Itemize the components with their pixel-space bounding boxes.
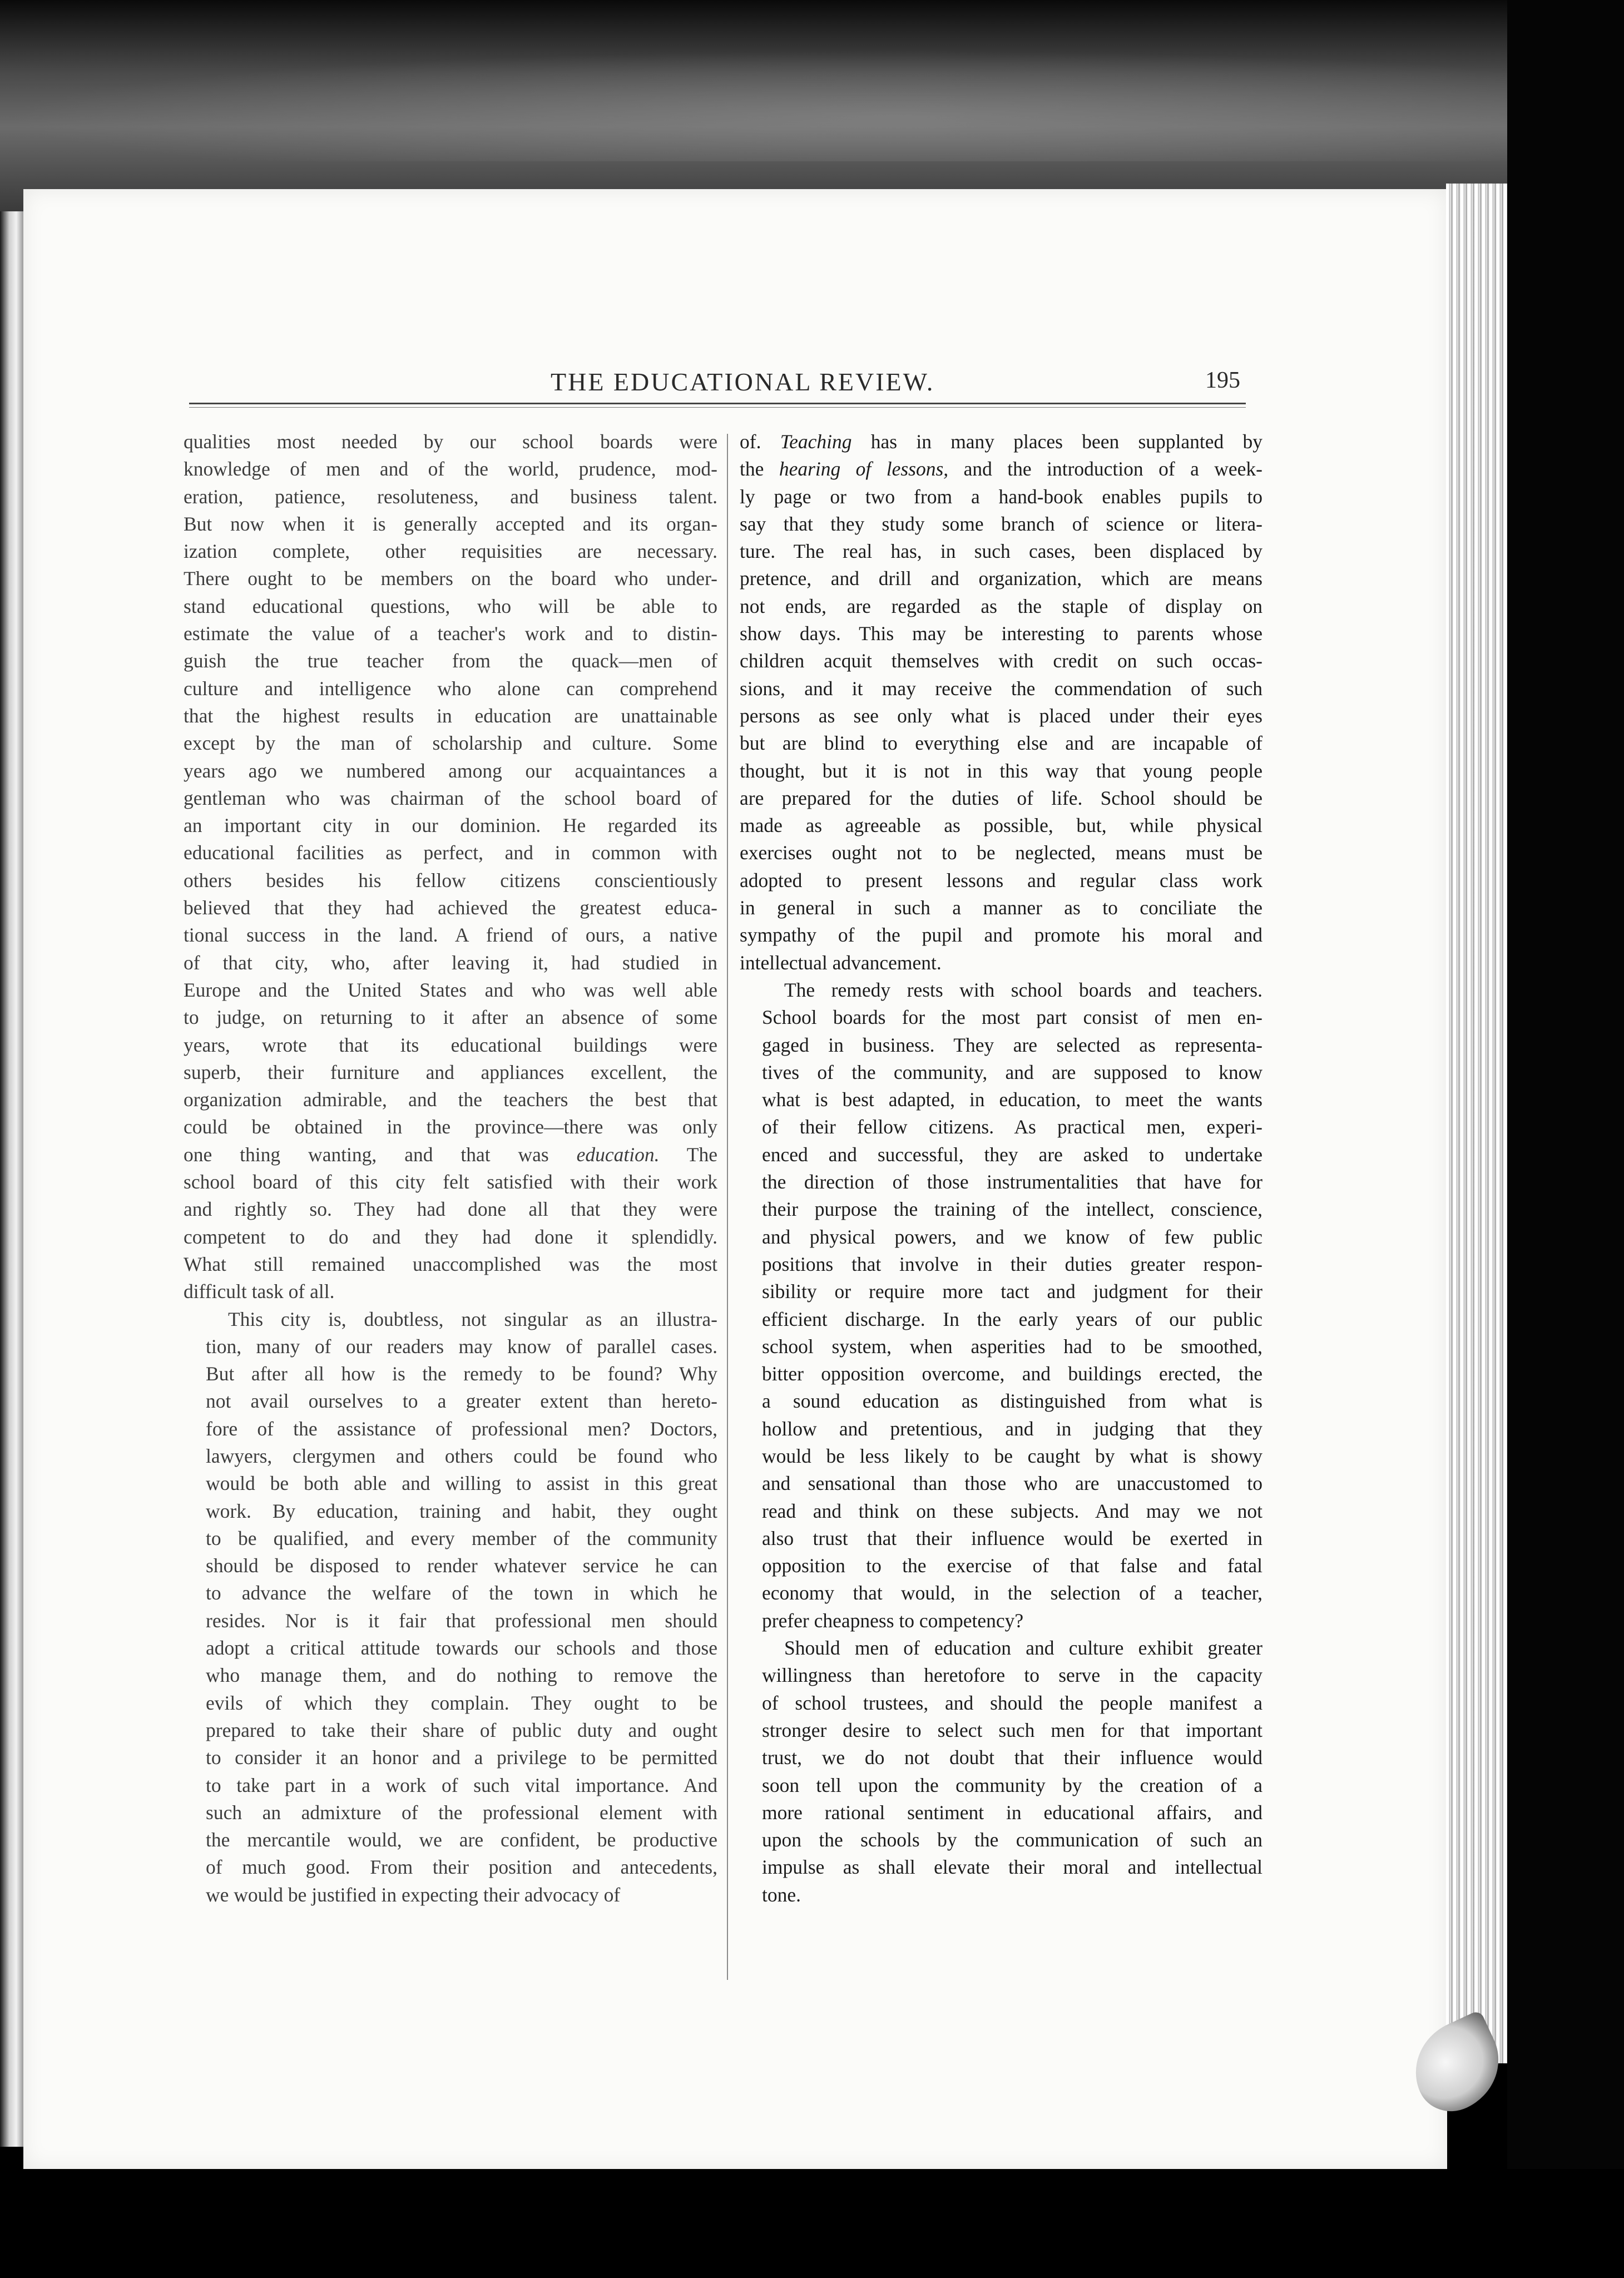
text-run: has in many places been supplanted by: [851, 430, 1262, 453]
text-run: The: [659, 1143, 717, 1166]
text-line: [184, 839, 717, 866]
italic-text: hearing of lessons,: [779, 458, 949, 481]
text-line: [184, 1772, 717, 1799]
text-run: are prepared for the duties of life. School should be: [740, 786, 1262, 809]
text-run: what is best adapted, in education, to meet the wants: [762, 1088, 1262, 1111]
text-run: Should men of education and culture exhibit greater: [784, 1637, 1262, 1660]
text-run: efficient discharge. In the early years of our public: [762, 1308, 1262, 1330]
text-run: ly page or two from a hand-book enables pupils to: [740, 485, 1262, 508]
text-run: not avail ourselves to a greater extent than hereto-: [206, 1390, 717, 1413]
text-line: [184, 1525, 717, 1552]
text-run: guish the true teacher from the quack—men of: [184, 650, 717, 672]
text-line: [184, 1607, 717, 1635]
text-line: [740, 1744, 1262, 1771]
text-run: adopted to present lessons and regular class work: [740, 869, 1262, 892]
text-line: [184, 1360, 717, 1388]
text-run: resides. Nor is it fair that professional men should: [206, 1609, 717, 1632]
text-line: [740, 702, 1262, 730]
text-line: [184, 1388, 717, 1415]
page-number: 195: [1205, 368, 1240, 393]
paragraph: [740, 1635, 1262, 1909]
text-run: ization complete, other requisities are necessary.: [184, 540, 717, 563]
text-line: [740, 1826, 1262, 1854]
text-line: [184, 1306, 717, 1333]
text-run: lawyers, clergymen and others could be found who: [206, 1444, 717, 1467]
text-run: sympathy of the pupil and promote his moral and: [740, 924, 1262, 947]
text-line: [184, 812, 717, 839]
text-run: economy that would, in the selection of a teacher,: [762, 1582, 1262, 1604]
text-line: [740, 538, 1262, 565]
text-run: trust, we do not doubt that their influence would: [762, 1746, 1262, 1769]
text-line: [740, 1579, 1262, 1607]
text-line: [740, 1168, 1262, 1196]
text-line: [740, 867, 1262, 894]
column-divider: [727, 434, 728, 1980]
text-run: soon tell upon the community by the creation of a: [762, 1774, 1262, 1796]
text-run: of school trustees, and should the people manifest a: [762, 1691, 1262, 1714]
text-run: also trust that their influence would be exerted in: [762, 1527, 1262, 1549]
text-run: would be less likely to be caught by what is showy: [762, 1444, 1262, 1467]
text-line: [184, 1552, 717, 1579]
text-run: competent to do and they had done it splendidly.: [184, 1225, 717, 1248]
text-line: [740, 1278, 1262, 1305]
text-line: [740, 839, 1262, 866]
text-line: [740, 1360, 1262, 1388]
text-line: [740, 1525, 1262, 1552]
text-run: who manage them, and do nothing to remove the: [206, 1664, 717, 1687]
text-line: [184, 1662, 717, 1689]
text-line: [184, 1635, 717, 1662]
paragraph: [740, 428, 1262, 977]
text-run: fore of the assistance of professional men? Doctors,: [206, 1417, 717, 1440]
text-run: one thing wanting, and that was: [184, 1143, 577, 1166]
text-run: enced and successful, they are asked to undertake: [762, 1143, 1262, 1166]
head-rule-thin: [189, 407, 1246, 408]
text-run: school board of this city felt satisfied with their work: [184, 1171, 717, 1194]
text-run: School boards for the most part consist of men en-: [762, 1006, 1262, 1029]
text-line: [740, 620, 1262, 647]
text-run: organization admirable, and the teachers the best that: [184, 1088, 717, 1111]
text-line: [740, 483, 1262, 511]
text-line: [184, 1032, 717, 1059]
text-run: tion, many of our readers may know of parallel cases.: [206, 1335, 717, 1358]
text-line: [184, 730, 717, 757]
text-run: exercises ought not to be neglected, means must be: [740, 841, 1262, 864]
text-run: knowledge of men and of the world, prudence, mod-: [184, 458, 717, 481]
text-line: [184, 867, 717, 894]
text-run: should be disposed to render whatever service he can: [206, 1554, 717, 1577]
text-run: culture and intelligence who alone can comprehend: [184, 677, 717, 700]
text-line: [740, 1004, 1262, 1031]
text-line: [184, 1799, 717, 1826]
italic-text: education.: [576, 1143, 660, 1166]
text-run: willingness than heretofore to serve in the capacity: [762, 1664, 1262, 1687]
text-run: say that they study some branch of science or litera-: [740, 512, 1262, 535]
text-line: [740, 1552, 1262, 1579]
text-run: What still remained unaccomplished was the most: [184, 1252, 717, 1275]
text-line: [740, 1333, 1262, 1360]
text-line: [740, 1607, 1262, 1635]
text-run: we would be justified in expecting their advocacy of: [206, 1883, 621, 1906]
text-run: educational facilities as perfect, and in common with: [184, 841, 717, 864]
paragraph: [184, 1306, 717, 1909]
text-run: of.: [740, 430, 780, 453]
text-run: bitter opposition overcome, and buildings erected, the: [762, 1363, 1262, 1385]
text-line: [184, 894, 717, 922]
text-run: the direction of those instrumentalities that have for: [762, 1171, 1262, 1194]
text-run: positions that involve in their duties greater respon-: [762, 1252, 1262, 1275]
text-line: [740, 1717, 1262, 1744]
text-line: [184, 675, 717, 702]
text-run: a sound education as distinguished from what is: [762, 1390, 1262, 1413]
text-run: gentleman who was chairman of the school board of: [184, 786, 717, 809]
text-run: stand educational questions, who will be able to: [184, 595, 717, 617]
text-line: [740, 1141, 1262, 1168]
text-run: the mercantile would, we are confident, be productive: [206, 1829, 717, 1851]
text-line: [184, 455, 717, 483]
right-column: [740, 428, 1262, 1909]
journal-title: THE EDUCATIONAL REVIEW.: [551, 368, 935, 396]
text-line: [740, 1415, 1262, 1443]
text-line: [184, 922, 717, 949]
text-line: [740, 593, 1262, 620]
text-run: of that city, who, after leaving it, had studied in: [184, 951, 717, 974]
text-line: [184, 1113, 717, 1141]
text-run: This city is, doubtless, not singular as an illustra-: [228, 1308, 717, 1330]
text-line: [740, 1224, 1262, 1251]
text-run: the: [740, 458, 779, 481]
text-run: pretence, and drill and organization, which are means: [740, 567, 1262, 590]
text-line: [740, 1059, 1262, 1086]
text-line: [184, 1251, 717, 1278]
text-line: [184, 1415, 717, 1443]
text-line: [740, 1306, 1262, 1333]
text-line: [184, 1579, 717, 1607]
text-line: [184, 593, 717, 620]
text-line: [184, 620, 717, 647]
text-line: [740, 1854, 1262, 1881]
text-line: [184, 1717, 717, 1744]
text-line: [184, 647, 717, 675]
text-line: [184, 1278, 717, 1305]
left-column: [184, 428, 717, 1909]
text-run: tional success in the land. A friend of ours, a native: [184, 924, 717, 947]
text-run: thought, but it is not in this way that young people: [740, 759, 1262, 782]
text-line: [740, 1799, 1262, 1826]
text-line: [184, 1826, 717, 1854]
text-line: [184, 785, 717, 812]
text-line: [740, 455, 1262, 483]
text-line: [740, 1662, 1262, 1689]
text-run: prefer cheapness to competency?: [762, 1609, 1024, 1632]
text-run: estimate the value of a teacher's work and to distin-: [184, 622, 717, 645]
text-line: [184, 483, 717, 511]
text-run: superb, their furniture and appliances excellent, the: [184, 1061, 717, 1083]
text-run: school system, when asperities had to be smoothed,: [762, 1335, 1262, 1358]
text-run: others besides his fellow citizens conscientiously: [184, 869, 717, 892]
text-line: [184, 511, 717, 538]
text-line: [184, 1141, 717, 1168]
text-line: [184, 428, 717, 455]
text-run: There ought to be members on the board who under-: [184, 567, 717, 590]
italic-text: Teaching: [780, 430, 852, 453]
running-head: [189, 367, 1246, 400]
text-line: [184, 702, 717, 730]
text-run: qualities most needed by our school boards were: [184, 430, 717, 453]
text-run: and the introduction of a week-: [948, 458, 1262, 481]
text-run: except by the man of scholarship and culture. Some: [184, 732, 717, 755]
text-run: prepared to take their share of public duty and ought: [206, 1719, 717, 1741]
text-line: [184, 1744, 717, 1771]
text-run: tone.: [762, 1883, 801, 1906]
text-line: [740, 1032, 1262, 1059]
text-run: of much good. From their position and antecedents,: [206, 1856, 717, 1879]
text-run: made as agreeable as possible, but, while physical: [740, 814, 1262, 837]
text-line: [740, 977, 1262, 1004]
text-run: stronger desire to select such men for that important: [762, 1719, 1262, 1741]
text-run: eration, patience, resoluteness, and business talent.: [184, 485, 717, 508]
text-run: show days. This may be interesting to parents whose: [740, 622, 1262, 645]
text-run: and sensational than those who are unaccustomed to: [762, 1472, 1262, 1495]
text-line: [184, 1443, 717, 1470]
text-line: [740, 428, 1262, 455]
text-run: more rational sentiment in educational affairs, and: [762, 1801, 1262, 1824]
text-line: [740, 511, 1262, 538]
text-run: children acquit themselves with credit on such occas-: [740, 650, 1262, 672]
bottom-border: [0, 2169, 1624, 2278]
text-line: [740, 675, 1262, 702]
text-run: ture. The real has, in such cases, been displaced by: [740, 540, 1262, 563]
text-run: could be obtained in the province—there was only: [184, 1116, 717, 1138]
text-line: [740, 1635, 1262, 1662]
text-run: evils of which they complain. They ought to be: [206, 1691, 717, 1714]
text-run: and rightly so. They had done all that they were: [184, 1198, 717, 1221]
text-run: persons as see only what is placed under their eyes: [740, 704, 1262, 727]
text-line: [740, 1113, 1262, 1141]
text-run: read and think on these subjects. And may we not: [762, 1499, 1262, 1522]
paragraph: [740, 977, 1262, 1635]
top-shadow: [0, 0, 1624, 211]
text-run: But now when it is generally accepted and its organ-: [184, 512, 717, 535]
text-line: [740, 1881, 1262, 1909]
text-run: difficult task of all.: [184, 1280, 335, 1303]
text-line: [184, 757, 717, 785]
text-line: [184, 1168, 717, 1196]
text-run: to consider it an honor and a privilege to be permitted: [206, 1746, 717, 1769]
text-run: would be both able and willing to assist in this great: [206, 1472, 717, 1495]
text-line: [740, 647, 1262, 675]
text-line: [740, 1086, 1262, 1113]
text-run: sibility or require more tact and judgment for their: [762, 1280, 1262, 1303]
text-run: tives of the community, and are supposed to know: [762, 1061, 1262, 1083]
text-line: [184, 1196, 717, 1223]
text-line: [740, 1443, 1262, 1470]
text-run: that the highest results in education are unattainable: [184, 704, 717, 727]
text-run: Europe and the United States and who was well able: [184, 978, 717, 1001]
head-rule: [189, 403, 1246, 404]
text-line: [184, 1333, 717, 1360]
text-run: intellectual advancement.: [740, 951, 942, 974]
left-page-edge: [0, 211, 23, 2147]
text-run: in general in such a manner as to conciliate the: [740, 897, 1262, 919]
text-line: [184, 565, 717, 592]
text-run: impulse as shall elevate their moral and intellectual: [762, 1856, 1262, 1879]
text-run: believed that they had achieved the greatest educa-: [184, 897, 717, 919]
text-run: an important city in our dominion. He regarded its: [184, 814, 717, 837]
text-run: opposition to the exercise of that false and fatal: [762, 1554, 1262, 1577]
text-line: [184, 1059, 717, 1086]
text-run: upon the schools by the communication of such an: [762, 1829, 1262, 1851]
text-run: to take part in a work of such vital importance. And: [206, 1774, 717, 1796]
text-line: [184, 1854, 717, 1881]
page-stack-edge: [1446, 184, 1507, 2063]
text-line: [184, 1224, 717, 1251]
text-line: [184, 949, 717, 977]
text-line: [740, 949, 1262, 977]
text-line: [740, 894, 1262, 922]
text-run: their purpose the training of the intellect, conscience,: [762, 1198, 1262, 1221]
text-run: years ago we numbered among our acquaintances a: [184, 759, 717, 782]
right-border: [1507, 0, 1624, 2278]
text-run: years, wrote that its educational buildings were: [184, 1033, 717, 1056]
text-run: of their fellow citizens. As practical men, experi-: [762, 1116, 1262, 1138]
text-run: such an admixture of the professional element with: [206, 1801, 717, 1824]
text-run: work. By education, training and habit, they ought: [206, 1499, 717, 1522]
text-line: [184, 538, 717, 565]
text-line: [740, 1690, 1262, 1717]
text-line: [740, 922, 1262, 949]
text-line: [740, 730, 1262, 757]
text-run: hollow and pretentious, and in judging that they: [762, 1417, 1262, 1440]
text-line: [740, 1388, 1262, 1415]
text-line: [184, 1881, 717, 1909]
text-run: to judge, on returning to it after an absence of some: [184, 1006, 717, 1029]
text-line: [740, 1470, 1262, 1497]
text-line: [740, 1498, 1262, 1525]
text-line: [740, 565, 1262, 592]
text-line: [740, 1196, 1262, 1223]
text-run: But after all how is the remedy to be found? Why: [206, 1363, 717, 1385]
text-run: The remedy rests with school boards and teachers.: [784, 978, 1262, 1001]
text-run: adopt a critical attitude towards our schools and those: [206, 1637, 717, 1660]
text-line: [184, 1086, 717, 1113]
text-run: not ends, are regarded as the staple of display on: [740, 595, 1262, 617]
text-run: sions, and it may receive the commendation of such: [740, 677, 1262, 700]
text-line: [184, 1498, 717, 1525]
text-line: [184, 977, 717, 1004]
text-line: [184, 1470, 717, 1497]
paragraph: [184, 428, 717, 1306]
text-line: [740, 1772, 1262, 1799]
text-run: to advance the welfare of the town in which he: [206, 1582, 717, 1604]
text-run: to be qualified, and every member of the community: [206, 1527, 717, 1549]
text-run: and physical powers, and we know of few public: [762, 1225, 1262, 1248]
text-line: [740, 785, 1262, 812]
text-line: [740, 1251, 1262, 1278]
text-line: [184, 1004, 717, 1031]
text-line: [184, 1690, 717, 1717]
text-run: but are blind to everything else and are incapable of: [740, 732, 1262, 755]
text-line: [740, 812, 1262, 839]
text-run: gaged in business. They are selected as representa-: [762, 1033, 1262, 1056]
text-line: [740, 757, 1262, 785]
